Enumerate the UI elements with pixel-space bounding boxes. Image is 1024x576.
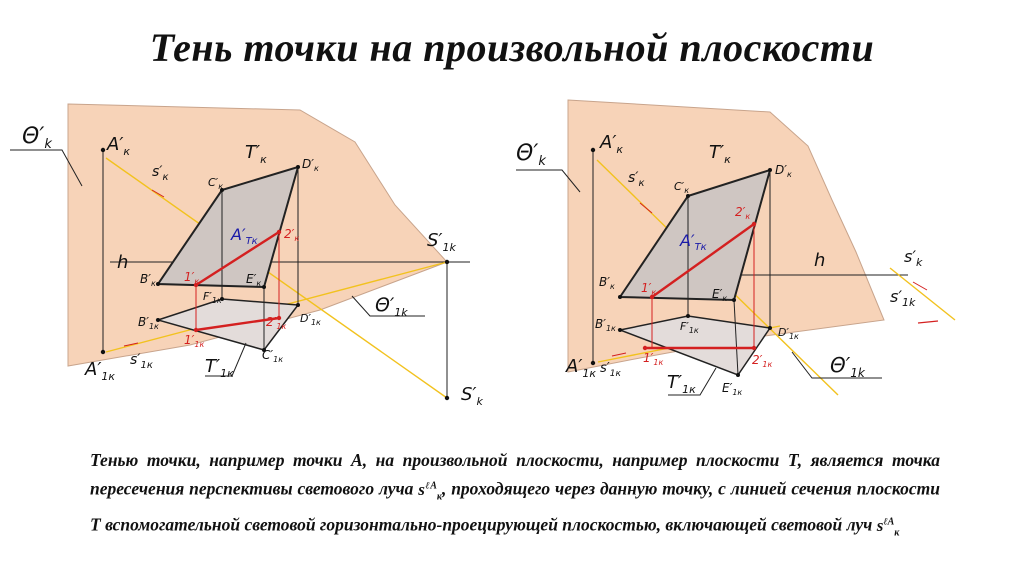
label-s-1k-ray-left: $s'_{1к}$ [130,352,153,371]
sym2-base: s [876,515,884,535]
sym2-sub: к [894,527,900,539]
label-b-k-right: $B'_к$ [599,275,615,291]
label-a-1k-right: $A'_{1к}$ [566,356,597,380]
label-2-k-right: $2'_к$ [735,205,751,221]
label-d-k-right: $D'_к$ [775,163,792,179]
label-s-1k-ext-right: $s'_{1k}$ [890,287,916,309]
label-a-k-right: $A'_к$ [600,132,624,156]
definition-text [90,448,940,545]
label-c-1k-left: $C'_{1к}$ [262,348,284,364]
label-b-1k-left: $B'_{1к}$ [138,315,159,331]
label-theta-k-left: $\Theta'_k$ [22,124,52,152]
label-s-k-ext-right: $s'_k$ [904,247,923,269]
label-e-1k-right: $E'_{1к}$ [722,381,743,397]
label-s-k-right: $s'_к$ [628,170,645,189]
label-theta-1k-right: $\Theta'_{1k}$ [830,353,865,380]
label-t-k-right: $T'_к$ [709,142,731,166]
label-2-1k-left: $2'_{1к}$ [266,315,287,331]
sym1-base: s [418,479,425,499]
label-f-1k-left: $F'_{1к}$ [203,290,222,305]
label-1-1k-right: $1'_{1к}$ [643,351,664,367]
label-d-k-left: $D'_к$ [302,157,319,173]
label-d-1k-right: $D'_{1к}$ [778,326,799,341]
label-t-1k-right: $T'_{1к}$ [667,372,696,396]
slide-title: Тень точки на произвольной плоскости [149,25,875,70]
label-a-k-left: $A'_к$ [107,134,131,158]
sym2-sup: ℓA [883,516,895,528]
label-b-k-left: $B'_к$ [140,272,156,288]
light-ray-symbol-2 [876,515,900,539]
sym1-sub: к [436,491,442,503]
label-e-k-right: $E'_к$ [712,287,728,303]
definition-part-2: , проходящего через данную точку, с линией сечения плоскости Т вспомогательной световой горизонтально-проецирующей плоскостью, включающей световой луч [90,478,940,535]
label-e-k-left: $E'_к$ [246,272,262,288]
label-f-1k-right: $F'_{1к}$ [680,320,699,335]
label-s-1k-left: $S'_{1k}$ [427,230,456,254]
label-1-1k-left: $1'_{1к}$ [184,333,205,349]
label-h-left: h [117,252,129,273]
label-c-k-right: $C'_к$ [674,180,690,195]
label-d-1k-left: $D'_{1к}$ [300,312,321,327]
sym1-sup: ℓA [424,480,437,491]
label-1-k-left: $1'_к$ [184,270,200,286]
label-theta-1k-left: $\Theta'_{1k}$ [375,294,408,319]
label-2-1k-right: $2'_{1к}$ [752,353,773,369]
label-theta-k-right: $\Theta'_k$ [516,141,546,169]
label-t-1k-left: $T'_{1к}$ [205,356,234,380]
right-diagram [516,100,955,397]
label-a-tk-left: $A'_{Тк}$ [231,225,258,247]
label-s-1k-ray-right: $s'_{1к}$ [600,361,621,379]
label-s-k-point-left: $S'_k$ [461,384,483,408]
light-ray-symbol-1 [418,479,442,503]
label-a-tk-right: $A'_{Тк}$ [680,231,707,253]
label-t-k-left: $T'_к$ [245,142,267,166]
label-h-right: h [814,250,826,271]
definition-part-1: Тенью точки, например точки А, на произвольной плоскости, например плоскости Т, является точка пересечения перспективы светового луча [90,450,940,499]
label-b-1k-right: $B'_{1к}$ [595,317,616,333]
label-1-k-right: $1'_к$ [641,281,657,297]
label-a-1k-left: $A'_{1к}$ [85,359,116,383]
label-2-k-left: $2'_к$ [284,227,300,243]
label-s-k-left: $s'_к$ [152,164,169,183]
left-diagram [10,104,484,408]
label-c-k-left: $C'_к$ [208,176,224,191]
ray-arrow-right-2 [918,321,938,323]
